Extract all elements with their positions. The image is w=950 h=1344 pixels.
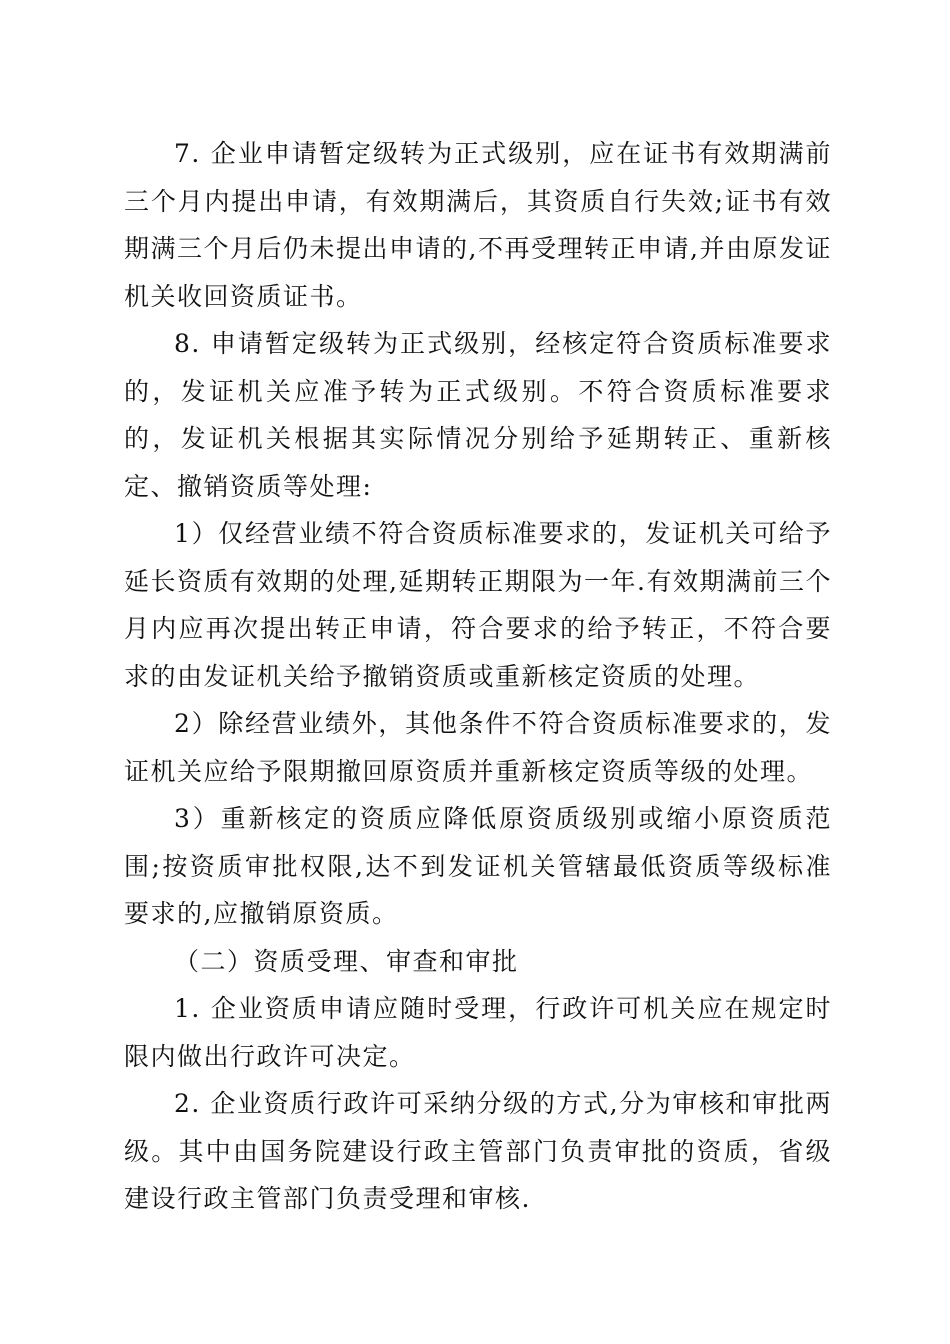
paragraph-sub-2-other-conditions: 2）除经营业绩外，其他条件不符合资质标准要求的，发证机关应给予限期撤回原资质并重新核定资质等级的处理。 [124,709,832,786]
section-heading-acceptance-review: （二）资质受理、审查和审批 [174,946,519,976]
paragraph-2-tiered-approval: 2. 企业资质行政许可采纳分级的方式,分为审核和审批两级。其中由国务院建设行政主管部门负责审批的资质，省级建设行政主管部门负责受理和审核. [124,1089,832,1213]
paragraph-sub-1-performance: 1）仅经营业绩不符合资质标准要求的，发证机关可给予延长资质有效期的处理,延期转正期限为一年.有效期满前三个月内应再次提出转正申请，符合要求的给予转正，不符合要求的由发证机关给予撤销资质或重新核定资质的处理。 [124,519,832,691]
paragraph-sub-3-reassessment: 3）重新核定的资质应降低原资质级别或缩小原资质范围;按资质审批权限,达不到发证机关管辖最低资质等级标准要求的,应撤销原资质。 [124,804,832,928]
paragraph-8-conversion-review: 8. 申请暂定级转为正式级别，经核定符合资质标准要求的，发证机关应准予转为正式级别。不符合资质标准要求的，发证机关根据其实际情况分别给予延期转正、重新核定、撤销资质等处理: [124,329,832,501]
document-body [124,130,832,1223]
paragraph-1-acceptance: 1. 企业资质申请应随时受理，行政许可机关应在规定时限内做出行政许可决定。 [124,994,832,1071]
paragraph-7-renewal-deadline: 7. 企业申请暂定级转为正式级别，应在证书有效期满前三个月内提出申请，有效期满后，其资质自行失效;证书有效期满三个月后仍未提出申请的,不再受理转正申请,并由原发证机关收回资质证书。 [124,139,832,311]
